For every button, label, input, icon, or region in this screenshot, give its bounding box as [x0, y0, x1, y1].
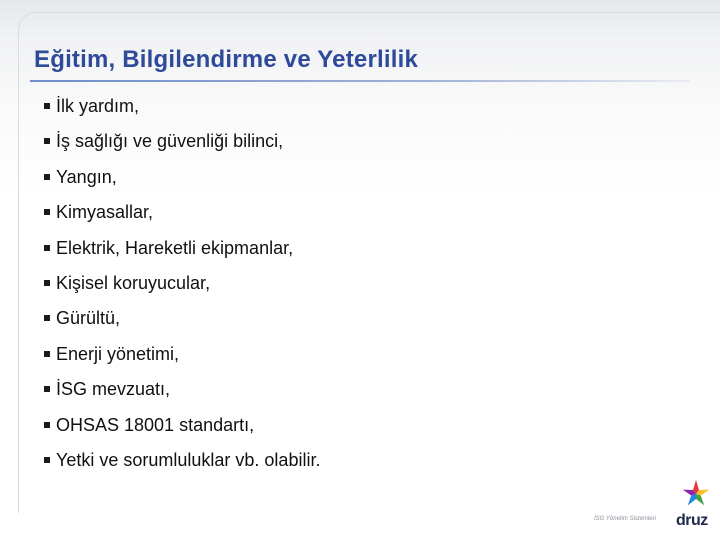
square-bullet-icon	[44, 422, 50, 428]
list-item-text: İş sağlığı ve güvenliği bilinci,	[56, 131, 284, 152]
list-item-text: Yangın,	[56, 166, 117, 187]
bullet-list	[44, 92, 320, 481]
square-bullet-icon	[44, 174, 50, 180]
logo-wordmark: druz	[676, 512, 708, 529]
square-bullet-icon	[44, 457, 50, 463]
list-item	[44, 340, 320, 375]
list-item	[44, 446, 320, 481]
star-petal	[696, 494, 704, 505]
square-bullet-icon	[44, 386, 50, 392]
list-item	[44, 127, 320, 162]
square-bullet-icon	[44, 315, 50, 321]
list-item	[44, 375, 320, 410]
list-item	[44, 269, 320, 304]
list-item-text: Yetki ve sorumluluklar vb. olabilir.	[56, 449, 321, 470]
list-item	[44, 234, 320, 269]
square-bullet-icon	[44, 280, 50, 286]
square-bullet-icon	[44, 209, 50, 215]
list-item	[44, 163, 320, 198]
star-petal	[688, 494, 696, 505]
square-bullet-icon	[44, 351, 50, 357]
list-item-text: İSG mevzuatı,	[56, 379, 171, 400]
slide-title: Eğitim, Bilgilendirme ve Yeterlilik	[34, 46, 419, 73]
list-item	[44, 304, 320, 339]
title-underline	[30, 80, 690, 82]
list-item-text: Kişisel koruyucular,	[56, 272, 211, 293]
list-item-text: Kimyasallar,	[56, 202, 154, 223]
list-item-text: Gürültü,	[56, 308, 121, 329]
footer-caption: İSG Yönetim Sistemleri	[594, 516, 656, 522]
square-bullet-icon	[44, 245, 50, 251]
list-item	[44, 92, 320, 127]
list-item-text: Elektrik, Hareketli ekipmanlar,	[56, 237, 294, 258]
list-item-text: OHSAS 18001 standartı,	[56, 414, 255, 435]
list-item	[44, 411, 320, 446]
list-item	[44, 198, 320, 233]
list-item-text: Enerji yönetimi,	[56, 343, 180, 364]
list-item-text: İlk yardım,	[56, 96, 140, 116]
square-bullet-icon	[44, 138, 50, 144]
square-bullet-icon	[44, 103, 50, 109]
